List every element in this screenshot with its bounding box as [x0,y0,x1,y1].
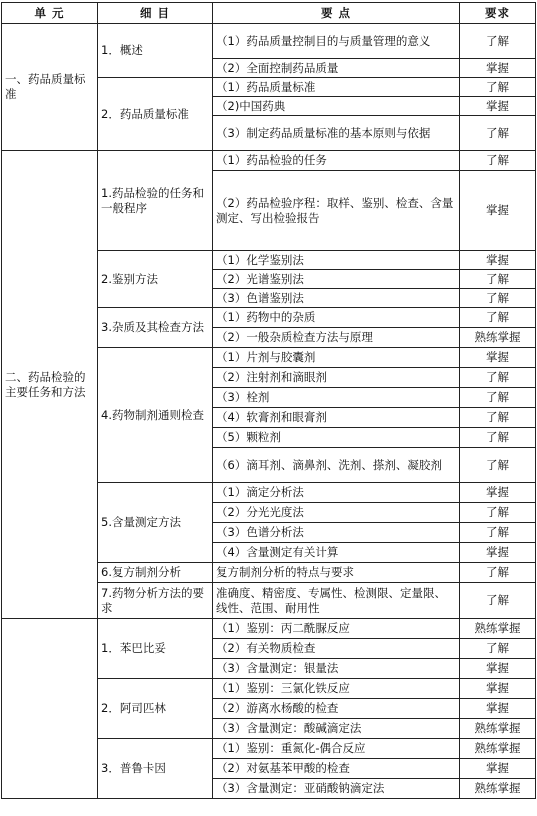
item-cell: 2.鉴别方法 [98,251,213,308]
requirement-cell: 掌握 [460,97,536,116]
requirement-cell: 了解 [460,24,536,59]
point-cell: （1）鉴别：丙二酰脲反应 [213,619,460,639]
requirement-cell: 了解 [460,448,536,483]
requirement-cell: 掌握 [460,171,536,251]
point-cell: （2）全面控制药品质量 [213,59,460,78]
point-cell: （1）药品检验的任务 [213,151,460,171]
unit-cell: 一、药品质量标准 [2,24,98,151]
requirement-cell: 掌握 [460,679,536,699]
point-cell: （6）滴耳剂、滴鼻剂、洗剂、搽剂、凝胶剂 [213,448,460,483]
point-cell: （1）鉴别：三氯化铁反应 [213,679,460,699]
requirement-cell: 了解 [460,308,536,328]
requirement-cell: 了解 [460,388,536,408]
point-cell: （2）游离水杨酸的检查 [213,699,460,719]
point-cell: （2）分光光度法 [213,503,460,523]
requirement-cell: 了解 [460,151,536,171]
item-cell: 4.药物制剂通则检查 [98,348,213,483]
point-cell: （1）化学鉴别法 [213,251,460,270]
point-cell: （2）一般杂质检查方法与原理 [213,328,460,348]
requirement-cell: 熟练掌握 [460,619,536,639]
requirement-cell: 了解 [460,428,536,448]
requirement-cell: 了解 [460,523,536,543]
header-requirement: 要求 [460,3,536,24]
point-cell: （2）药品检验序程：取样、鉴别、检查、含量测定、写出检验报告 [213,171,460,251]
point-cell: （3）色谱分析法 [213,523,460,543]
point-cell: 复方制剂分析的特点与要求 [213,563,460,583]
unit-cell [2,619,98,799]
requirement-cell: 了解 [460,503,536,523]
header-point: 要 点 [213,3,460,24]
requirement-cell: 了解 [460,583,536,619]
requirement-cell: 掌握 [460,483,536,503]
point-cell: （2)中国药典 [213,97,460,116]
point-cell: （3）栓剂 [213,388,460,408]
requirement-cell: 了解 [460,78,536,97]
point-cell: （2）对氨基苯甲酸的检查 [213,759,460,779]
table-row [2,24,536,59]
item-cell: 3．普鲁卡因 [98,739,213,799]
requirement-cell: 掌握 [460,251,536,270]
requirement-cell: 掌握 [460,543,536,563]
point-cell: （5）颗粒剂 [213,428,460,448]
unit-cell: 二、药品检验的主要任务和方法 [2,151,98,619]
point-cell: （4）软膏剂和眼膏剂 [213,408,460,428]
point-cell: （1）片剂与胶囊剂 [213,348,460,368]
requirement-cell: 了解 [460,270,536,289]
header-item: 细 目 [98,3,213,24]
requirement-cell: 了解 [460,408,536,428]
table-row [2,151,536,171]
point-cell: （1）药物中的杂质 [213,308,460,328]
point-cell: （4）含量测定有关计算 [213,543,460,563]
requirement-cell: 掌握 [460,759,536,779]
point-cell: （1）鉴别：重氮化-偶合反应 [213,739,460,759]
point-cell: （1）滴定分析法 [213,483,460,503]
item-cell: 6.复方制剂分析 [98,563,213,583]
requirement-cell: 熟练掌握 [460,779,536,799]
requirement-cell: 了解 [460,116,536,151]
requirement-cell: 掌握 [460,348,536,368]
requirement-cell: 了解 [460,368,536,388]
item-cell: 1.药品检验的任务和一般程序 [98,151,213,251]
requirement-cell: 熟练掌握 [460,739,536,759]
item-cell: 7.药物分析方法的要求 [98,583,213,619]
requirement-cell: 了解 [460,289,536,308]
requirement-cell: 掌握 [460,699,536,719]
point-cell: （3）色谱鉴别法 [213,289,460,308]
item-cell: 1．概述 [98,24,213,78]
requirement-cell: 了解 [460,639,536,659]
point-cell: （2）有关物质检查 [213,639,460,659]
requirement-cell: 掌握 [460,59,536,78]
table-row [2,619,536,639]
point-cell: （3）含量测定：酸碱滴定法 [213,719,460,739]
syllabus-table [1,2,536,799]
item-cell: 2．阿司匹林 [98,679,213,739]
header-row [2,3,536,24]
requirement-cell: 熟练掌握 [460,328,536,348]
table-body [2,24,536,799]
item-cell: 5.含量测定方法 [98,483,213,563]
item-cell: 1．苯巴比妥 [98,619,213,679]
point-cell: （3）制定药品质量标准的基本原则与依据 [213,116,460,151]
requirement-cell: 掌握 [460,659,536,679]
item-cell: 2．药品质量标准 [98,78,213,151]
point-cell: （3）含量测定：银量法 [213,659,460,679]
item-cell: 3.杂质及其检查方法 [98,308,213,348]
point-cell: （1）药品质量标准 [213,78,460,97]
header-unit: 单 元 [2,3,98,24]
requirement-cell: 了解 [460,563,536,583]
point-cell: （1）药品质量控制目的与质量管理的意义 [213,24,460,59]
requirement-cell: 熟练掌握 [460,719,536,739]
point-cell: （3）含量测定：亚硝酸钠滴定法 [213,779,460,799]
point-cell: 准确度、精密度、专属性、检测限、定量限、线性、范围、耐用性 [213,583,460,619]
point-cell: （2）光谱鉴别法 [213,270,460,289]
point-cell: （2）注射剂和滴眼剂 [213,368,460,388]
